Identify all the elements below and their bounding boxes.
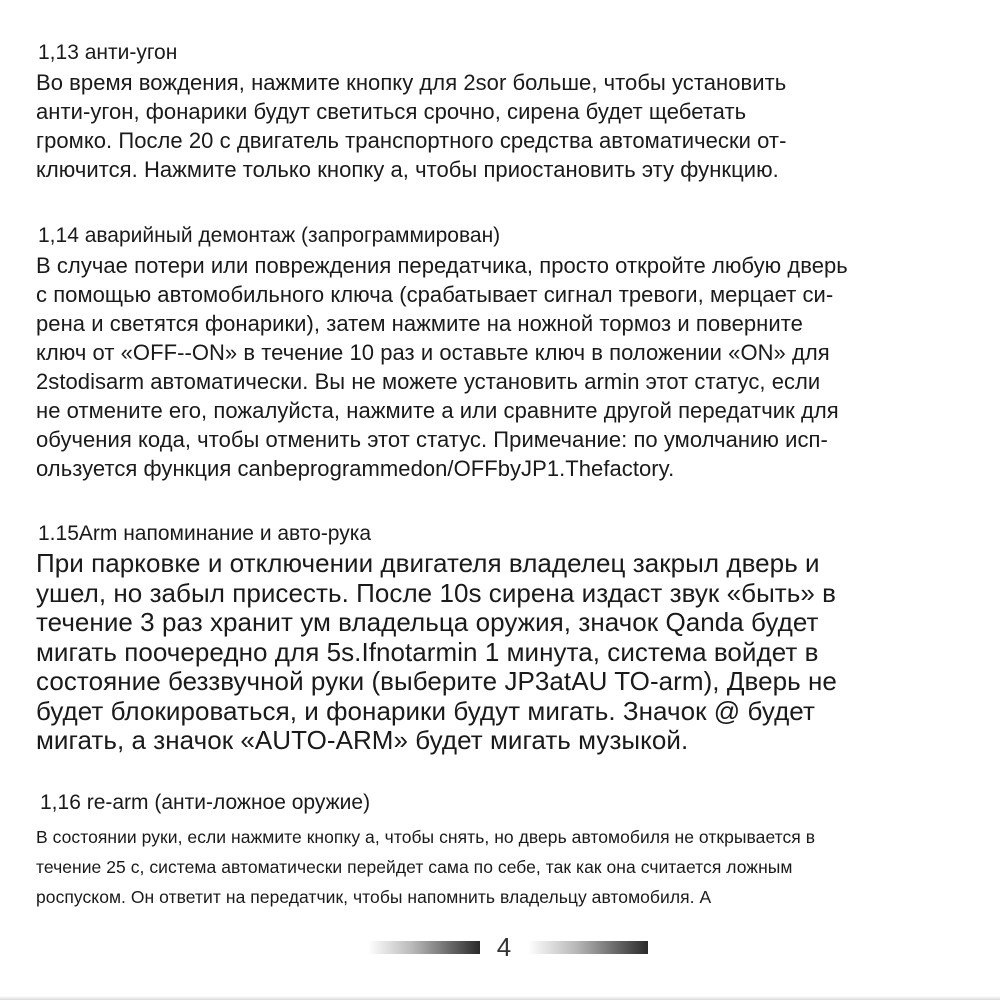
text-line: ользуется функция canbeprogrammedon/OFFbyJP1.Thefactory. [36, 456, 675, 481]
text-line: течение 25 с, система автоматически перейдет сама по себе, так как она считается ложным [36, 857, 793, 877]
text-line: Во время вождения, нажмите кнопку для 2sor больше, чтобы установить [36, 70, 787, 95]
footer-gradient-bar-right [528, 941, 648, 954]
text-line: не отмените его, пожалуйста, нажмите а или сравните другой передатчик для [36, 398, 839, 423]
section-re-arm [36, 790, 976, 912]
section-heading: 1,16 re-arm (анти-ложное оружие) [40, 791, 371, 814]
text-line: состояние беззвучной руки (выберите JP3atAU TO-arm), Дверь не [36, 666, 837, 696]
text-line: ключ от «OFF--ON» в течение 10 раз и оставьте ключ в положении «ON» для [36, 340, 830, 365]
text-line: анти-угон, фонарики будут светиться срочно, сирена будет щебетать [36, 99, 747, 124]
text-line: мигать поочередно для 5s.Ifnotarmin 1 минута, система войдет в [36, 636, 819, 667]
text-line: обучения кода, чтобы отменить этот статус. Примечание: по умолчанию исп- [36, 427, 828, 452]
page-number: 4 [496, 932, 512, 962]
text-line: рена и светятся фонарики), затем нажмите на ножной тормоз и поверните [36, 311, 803, 336]
text-line: мигать, а значок «AUTO-ARM» будет мигать музыкой. [36, 725, 689, 755]
section-emergency-disarm [36, 223, 976, 483]
text-line: будет блокироваться, и фонарики будут мигать. Значок @ будет [36, 695, 815, 726]
footer-gradient-bar-left [368, 941, 480, 954]
text-line: При парковке и отключении двигателя владелец закрыл дверь и [36, 548, 820, 578]
text-line: роспуском. Он ответит на передатчик, чтобы напомнить владельцу автомобиля. А [36, 887, 712, 907]
section-heading: 1,14 аварийный демонтаж (запрограммирован) [38, 224, 501, 247]
section-body [36, 822, 976, 912]
section-body [36, 549, 976, 756]
text-line: В состоянии руки, если нажмите кнопку а, чтобы снять, но дверь автомобиля не открывается в [36, 827, 816, 847]
page-footer [0, 930, 1000, 964]
text-line: В случае потери или повреждения передатчика, просто откройте любую дверь [36, 253, 848, 278]
text-line: ключится. Нажмите только кнопку а, чтобы приостановить эту функцию. [36, 157, 779, 182]
text-line: громко. После 20 с двигатель транспортного средства автоматически от- [36, 128, 787, 153]
section-heading: 1,13 анти-угон [38, 41, 178, 64]
page-bottom-edge [0, 996, 1000, 1000]
section-anti-theft [36, 40, 976, 184]
section-heading: 1.15Arm напоминание и авто-рука [38, 522, 372, 545]
section-body [36, 68, 976, 184]
text-line: с помощью автомобильного ключа (срабатывает сигнал тревоги, мерцает си- [36, 282, 834, 307]
text-line: 2stodisarm автоматически. Вы не можете установить armin этот статус, если [36, 369, 821, 394]
text-line: ушел, но забыл присесть. После 10s сирена издаст звук «быть» в [36, 577, 837, 608]
text-line: течение 3 раз хранит ум владельца оружия, значок Qanda будет [36, 607, 819, 637]
section-body [36, 251, 976, 483]
section-arm-reminder [36, 521, 976, 756]
